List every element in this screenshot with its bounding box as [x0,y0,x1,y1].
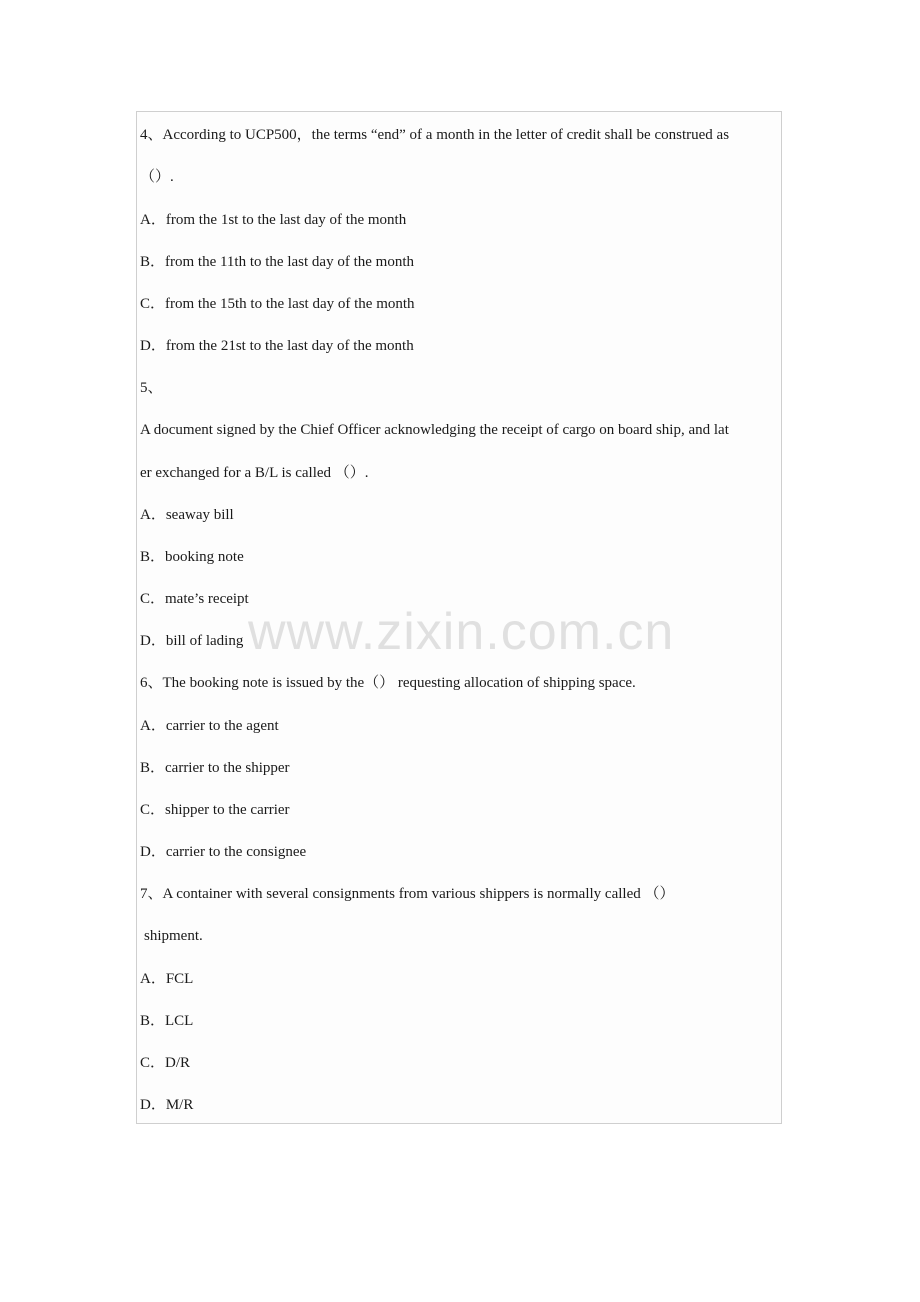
question-4-option-d: D．from the 21st to the last day of the month [140,338,414,354]
question-6-option-a: A．carrier to the agent [140,718,279,734]
question-6-stem [140,673,780,693]
question-5-stem-line2: er exchanged for a B/L is called （）. [140,465,369,481]
question-7-stem-line1: A container with several consignments from various shippers is normally called （） [162,886,675,902]
question-7-number: 7、 [140,886,163,902]
document-page [136,111,782,1124]
question-4-stem [140,125,780,145]
question-5-number: 5、 [140,380,163,396]
question-5-option-a: A．seaway bill [140,507,234,523]
question-7-stem [140,884,780,904]
question-6-option-c: C．shipper to the carrier [140,802,290,818]
question-4-option-c: C．from the 15th to the last day of the month [140,296,415,312]
question-6-number: 6、 [140,675,163,691]
question-5-stem-line1: A document signed by the Chief Officer acknowledging the receipt of cargo on board ship, and lat [140,422,729,438]
question-4-stem-line1: According to UCP500，the terms “end” of a month in the letter of credit shall be construed as [162,127,730,143]
question-5-option-b: B．booking note [140,549,244,565]
question-6-option-b: B．carrier to the shipper [140,760,290,776]
question-4-option-b: B．from the 11th to the last day of the month [140,254,414,270]
question-5-option-c: C．mate’s receipt [140,591,249,607]
question-7-option-b: B．LCL [140,1013,194,1029]
watermark: www.zixin.com.cn [248,603,675,661]
question-7-option-d: D．M/R [140,1097,194,1113]
question-7-option-c: C．D/R [140,1055,191,1071]
question-7-stem-line2: shipment. [144,928,203,944]
question-4-number: 4、 [140,127,163,143]
question-6-stem-line1: The booking note is issued by the（） requesting allocation of shipping space. [162,675,636,691]
question-6-option-d: D．carrier to the consignee [140,844,307,860]
question-4-stem-line2: （）. [140,169,174,185]
question-4-option-a: A．from the 1st to the last day of the month [140,212,407,228]
question-7-option-a: A．FCL [140,971,194,987]
question-5-option-d: D．bill of lading [140,633,244,649]
